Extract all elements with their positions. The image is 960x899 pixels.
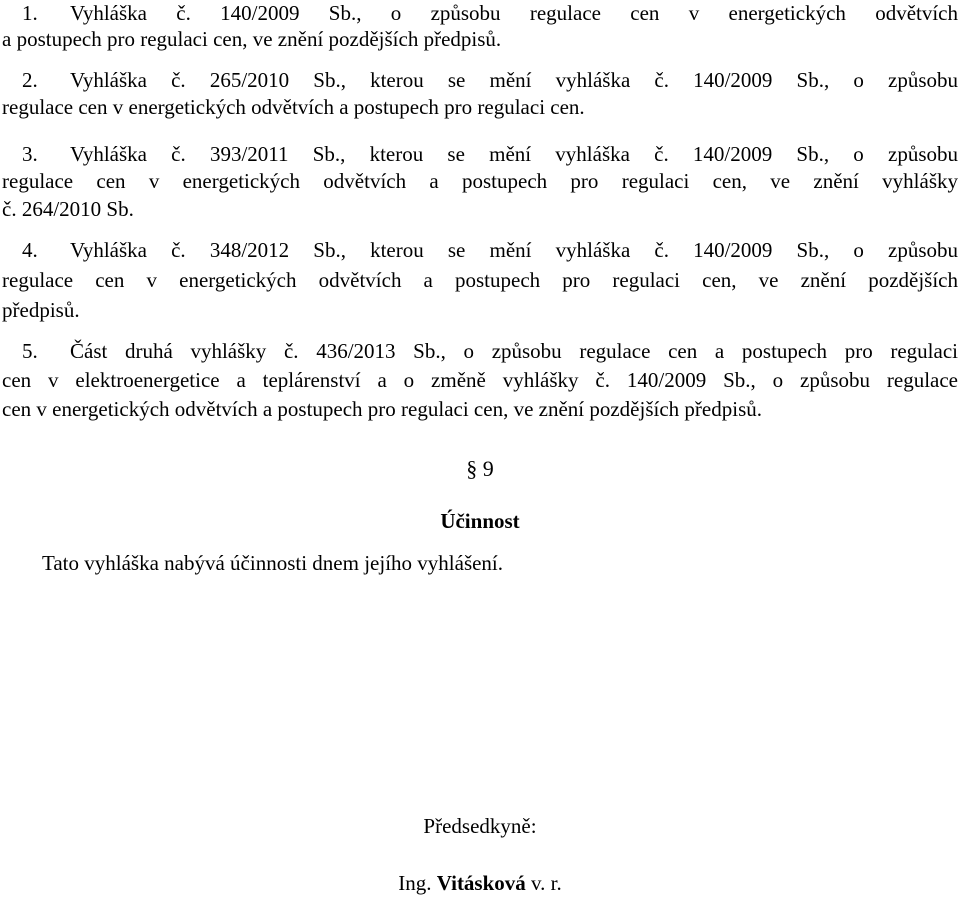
item-5-line-1	[2, 338, 958, 365]
item-5-text-1: Část druhá vyhlášky č. 436/2013 Sb., o způsobu regulace cen a postupech pro regulaci	[70, 339, 958, 363]
signature-title: Ing.	[398, 871, 432, 895]
item-1-line-2: a postupech pro regulaci cen, ve znění pozdějších předpisů.	[2, 27, 502, 51]
item-2-number: 2.	[22, 68, 38, 92]
item-4-text-1: Vyhláška č. 348/2012 Sb., kterou se mění vyhláška č. 140/2009 Sb., o způsobu	[70, 238, 958, 262]
item-4-line-2: regulace cen v energetických odvětvích a postupech pro regulaci cen, ve znění pozdějších	[2, 268, 958, 292]
signature-line	[0, 870, 960, 897]
item-2-line-1	[2, 67, 958, 94]
signature-name: Vitásková	[436, 871, 526, 895]
item-2-line-2: regulace cen v energetických odvětvích a postupech pro regulaci cen.	[2, 95, 585, 119]
item-1-number: 1.	[22, 1, 38, 25]
item-1-line-1	[2, 0, 958, 27]
item-3-line-3: č. 264/2010 Sb.	[2, 197, 134, 221]
item-3-text-1: Vyhláška č. 393/2011 Sb., kterou se mění vyhláška č. 140/2009 Sb., o způsobu	[70, 142, 958, 166]
item-3-number: 3.	[22, 142, 38, 166]
item-5-number: 5.	[22, 339, 38, 363]
item-5-line-3: cen v energetických odvětvích a postupech pro regulaci cen, ve znění pozdějších předpisů.	[2, 397, 762, 421]
item-1-text-1: Vyhláška č. 140/2009 Sb., o způsobu regulace cen v energetických odvětvích	[70, 1, 958, 25]
item-3-line-2: regulace cen v energetických odvětvích a postupech pro regulaci cen, ve znění vyhlášky	[2, 169, 958, 193]
section-heading: Účinnost	[440, 509, 520, 533]
item-4-line-3: předpisů.	[2, 298, 80, 322]
item-2-text-1: Vyhláška č. 265/2010 Sb., kterou se mění vyhláška č. 140/2009 Sb., o způsobu	[70, 68, 958, 92]
signature-suffix: v. r.	[531, 871, 562, 895]
item-3-line-1	[2, 141, 958, 168]
section-number: § 9	[466, 456, 494, 481]
item-4-line-1	[2, 237, 958, 264]
signature-role: Předsedkyně:	[423, 814, 537, 838]
item-5-line-2: cen v elektroenergetice a teplárenství a o změně vyhlášky č. 140/2009 Sb., o způsobu regulace	[2, 368, 958, 392]
item-4-number: 4.	[22, 238, 38, 262]
section-text: Tato vyhláška nabývá účinnosti dnem jejího vyhlášení.	[42, 551, 504, 575]
